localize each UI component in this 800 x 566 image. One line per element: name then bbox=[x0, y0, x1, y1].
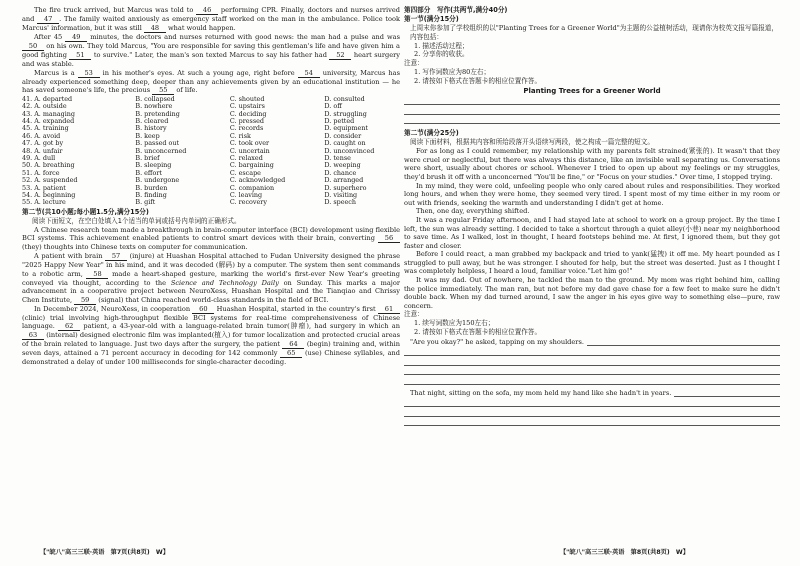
text: 上周末你参加了学校组织的以"Planting Trees for a Greener World"为主题的公益植树活动，现请你为校英文报写篇报道，内容包括： bbox=[410, 24, 778, 41]
blank-49: 49 bbox=[65, 34, 87, 42]
option-cell: B. unconcerned bbox=[135, 146, 187, 155]
option-cell: D. consider bbox=[324, 131, 362, 140]
text: (injure) at Huashan Hospital attached to Fudan University designed the phrase "2025 Happy New Year" in his mind, and it was decoded (解码) by a computer. The system then sent commands to a robotic arm, bbox=[22, 252, 400, 278]
option-cell: C. relaxed bbox=[229, 154, 263, 163]
option-cell: C. upstairs bbox=[229, 102, 265, 111]
text: on Sunday. This marks a major advancement in a cooperative project between NeuroXess, Huashan Hospital and the Tianqiao and Chrissy Chen Institute, bbox=[22, 278, 400, 304]
continuation-instruction bbox=[404, 138, 780, 147]
text: 阅读下面材料，根据其内容和所给段落开头语续写两段，使之构成一篇完整的短文。 bbox=[410, 138, 654, 147]
option-cell: 43. A. managing bbox=[22, 109, 76, 118]
page-8-footer: 【"皖八"高三三联·英语 第8页(共8页) W】 bbox=[560, 549, 689, 556]
answer-line bbox=[404, 346, 780, 356]
option-cell: D. unconvinced bbox=[324, 146, 375, 155]
option-cell: 53. A. patient bbox=[22, 183, 66, 192]
cloze-options-table bbox=[22, 96, 400, 207]
option-cell: 49. A. dull bbox=[22, 154, 56, 163]
text: Huashan Hospital, started in the country's first bbox=[214, 304, 378, 313]
blank-54: 54 bbox=[298, 70, 320, 78]
prompt-point-2 bbox=[404, 50, 780, 59]
text: of life. bbox=[174, 86, 198, 95]
blank-61: 61 bbox=[378, 306, 400, 314]
text: 第二节(共10小题;每小题1.5分,满分15分) bbox=[22, 207, 149, 216]
story-paragraph-1: For as long as I could remember, my relationship with my parents felt strained(紧张的). It wasn't that they were cruel or neglectful, but there was always this distance, like an invisible wall separating us. Conversations were short, usually about chores or school. Whenever I tried to open up about my feelings or my struggles, they'd brush it off with a unconcerned "You'll be fine," or "Focus on your studies." Over time, I stopped trying. bbox=[404, 147, 780, 181]
option-cell: C. bargaining bbox=[229, 161, 274, 170]
blank-56: 56 bbox=[378, 235, 400, 243]
option-cell: D. petted bbox=[324, 117, 355, 125]
option-cell: C. pressed bbox=[229, 117, 264, 125]
cloze-paragraph-1 bbox=[22, 6, 400, 33]
answer-line bbox=[404, 356, 780, 366]
option-cell: D. chance bbox=[324, 168, 357, 177]
cloze-paragraph-2 bbox=[22, 33, 400, 69]
option-cell: C. took over bbox=[229, 139, 270, 148]
option-cell: 41. A. departed bbox=[22, 94, 73, 103]
option-cell: 48. A. unfair bbox=[22, 146, 63, 155]
part-4-heading bbox=[404, 6, 780, 15]
option-cell: C. deciding bbox=[229, 109, 267, 118]
option-cell: C. shouted bbox=[229, 94, 265, 103]
option-cell: B. finding bbox=[135, 191, 167, 200]
blank-53: 53 bbox=[78, 70, 100, 78]
text: After 45 bbox=[34, 33, 66, 41]
text: made a heart-shaped gesture, marking the world's first-ever New Year's greeting conveyed via thought, according to the bbox=[22, 269, 400, 287]
story-paragraph-5: Before I could react, a man grabbed my backpack and tried to yank(猛拽) it off me. My heart pounded as I struggled to pull away, but he was stronger. I shouted for help, but the street was deserted. Just as I thought I was completely helpless, I heard a loud, familiar voice."Let him go!" bbox=[404, 250, 780, 276]
blank-47: 47 bbox=[37, 16, 59, 24]
answer-line bbox=[404, 417, 780, 427]
text: Marcus is a bbox=[34, 68, 78, 77]
answer-line bbox=[404, 115, 780, 125]
text: 2. 分享你的收获。 bbox=[414, 50, 469, 59]
option-cell: C. companion bbox=[229, 183, 275, 192]
essay-title bbox=[404, 86, 780, 96]
note-1 bbox=[404, 319, 780, 328]
page-8-column bbox=[404, 0, 780, 566]
blank-62: 62 bbox=[58, 323, 80, 331]
option-cell: B. sleeping bbox=[135, 161, 172, 170]
option-cell: 45. A. training bbox=[22, 124, 69, 133]
cloze-paragraph-3 bbox=[22, 69, 400, 96]
blank-55: 55 bbox=[152, 87, 174, 95]
section-2-heading bbox=[404, 129, 780, 138]
blank-51: 51 bbox=[69, 52, 91, 60]
text: what would happen. bbox=[165, 24, 236, 32]
text: (they) thoughts into Chinese texts on computer for communication. bbox=[22, 243, 248, 252]
option-cell: C. risk bbox=[229, 131, 251, 140]
option-cell: 50. A. breathing bbox=[22, 161, 75, 170]
newspaper-name: Science and Technology Daily bbox=[170, 278, 279, 287]
answer-line bbox=[404, 366, 780, 376]
option-cell: C. leaving bbox=[229, 191, 263, 200]
story-paragraph-2: In my mind, they were cold, unfeeling people who only cared about rules and responsibilities. They worked long hours, and when they were home, they seemed very tired. I spent most of my time either in my room or out with friends, seeking the warmth and understanding I didn't get at home. bbox=[404, 181, 780, 207]
blank-48: 48 bbox=[144, 25, 166, 33]
option-row bbox=[22, 96, 400, 103]
blank-46: 46 bbox=[196, 7, 218, 15]
text: 2. 请按如下格式在答题卡的相应位置作答。 bbox=[414, 328, 542, 337]
text: 第一节(满分15分) bbox=[404, 15, 459, 23]
page-7-footer: 【"皖八"高三三联·英语 第7页(共8页) W】 bbox=[40, 549, 169, 556]
option-cell: D. superhero bbox=[324, 183, 367, 192]
option-cell: B. burden bbox=[135, 183, 168, 192]
blank-57: 57 bbox=[105, 253, 127, 261]
option-cell: C. recovery bbox=[229, 198, 267, 207]
answer-line bbox=[404, 407, 780, 417]
option-row bbox=[22, 199, 400, 206]
grammar-paragraph-3 bbox=[22, 305, 400, 367]
option-cell: D. equipment bbox=[324, 124, 368, 133]
paragraph-1-lead-line bbox=[404, 337, 780, 347]
note-2 bbox=[404, 77, 780, 86]
note-2 bbox=[404, 328, 780, 337]
option-cell: B. passed out bbox=[135, 139, 180, 148]
text: 2. 请按如下格式在答题卡的相应位置作答。 bbox=[414, 76, 542, 85]
blank-50: 50 bbox=[22, 43, 44, 51]
answer-line bbox=[404, 96, 780, 106]
page-7-column bbox=[22, 0, 400, 566]
paragraph-2-lead: That night, sitting on the sofa, my mom held my hand like she hadn't in years. bbox=[410, 389, 672, 398]
option-cell: B. gift bbox=[135, 198, 156, 207]
option-cell: 55. A. lecture bbox=[22, 198, 66, 207]
text: performing CPR. Finally, doctors and nurses arrived and bbox=[22, 6, 400, 23]
option-cell: B. keep bbox=[135, 131, 160, 140]
option-cell: 51. A. force bbox=[22, 168, 60, 177]
blank-63: 63 bbox=[22, 332, 44, 340]
paragraph-1-lead: "Are you okay?" he asked, tapping on my shoulders. bbox=[410, 338, 584, 347]
option-cell: C. acknowledged bbox=[229, 176, 286, 185]
grammar-paragraph-2 bbox=[22, 252, 400, 305]
blank-52: 52 bbox=[329, 52, 351, 60]
text: 1. 描述活动过程； bbox=[414, 41, 469, 50]
option-cell: D. off bbox=[324, 102, 342, 111]
option-cell: D. weeping bbox=[324, 161, 361, 170]
option-cell: D. arranged bbox=[324, 176, 364, 185]
option-cell: B. nowhere bbox=[135, 102, 173, 111]
text: university, Marcus has already experienced something deep, deeper than any achievements given by an educational institution — he has saved someone's life, the precious bbox=[22, 68, 400, 95]
section-1-heading bbox=[404, 15, 780, 24]
option-cell: 54. A. beginning bbox=[22, 191, 76, 200]
writing-prompt bbox=[404, 24, 780, 42]
text: heart surgery and was stable. bbox=[22, 51, 400, 68]
option-cell: C. records bbox=[229, 124, 264, 133]
story-paragraph-3: Then, one day, everything shifted. bbox=[416, 207, 530, 216]
option-cell: 47. A. got by bbox=[22, 139, 64, 148]
option-cell: B. undergone bbox=[135, 176, 180, 185]
option-cell: B. pretending bbox=[135, 109, 180, 118]
text: to survive." Later, the man's son texted Marcus to say his father had bbox=[91, 51, 330, 59]
note-label bbox=[404, 59, 780, 68]
answer-line bbox=[404, 105, 780, 115]
option-cell: C. uncertain bbox=[229, 146, 270, 155]
blank-65: 65 bbox=[280, 350, 302, 358]
text: Planting Trees for a Greener World bbox=[523, 86, 661, 95]
option-cell: D. consulted bbox=[324, 94, 365, 103]
text: minutes, the doctors and nurses returned with good news: the man had a pulse and was bbox=[87, 33, 401, 41]
text: on his own. They told Marcus, "You are responsible for saving this gentleman's life and have given him a good fighting bbox=[22, 42, 400, 59]
option-cell: D. caught on bbox=[324, 139, 366, 148]
option-cell: 42. A. outside bbox=[22, 102, 67, 111]
option-cell: B. collapsed bbox=[135, 94, 175, 103]
blank-64: 64 bbox=[282, 341, 304, 349]
option-cell: D. visiting bbox=[324, 191, 358, 200]
text: (internal) designed electronic film was implanted(植入) for tumor localization and protected crucial areas of the brain related to language. Just two days after the surgery, the patient bbox=[22, 331, 400, 349]
text: (use) Chinese syllables, and demonstrated a delay of under 100 milliseconds for single-character decoding. bbox=[22, 349, 401, 367]
text: (begin) training and, within seven days, attained a 71 percent accuracy in decoding for 142 commonly bbox=[22, 340, 400, 358]
text: (clinic) trial involving high-throughput flexible BCI systems for real-time comprehensiveness of Chinese language. bbox=[22, 313, 400, 331]
answer-line bbox=[404, 397, 780, 407]
text: 注意： bbox=[404, 59, 424, 68]
text: in his mother's eyes. At such a young age, right before bbox=[99, 68, 298, 77]
option-cell: B. effort bbox=[135, 168, 162, 177]
option-cell: 44. A. expanded bbox=[22, 117, 75, 125]
option-cell: D. struggling bbox=[324, 109, 367, 118]
option-cell: D. speech bbox=[324, 198, 356, 207]
option-cell: 52. A. suspended bbox=[22, 176, 78, 185]
text: (signal) that China reached world-class standards in the field of BCI. bbox=[96, 295, 329, 304]
text: 1. 续写词数应为150左右； bbox=[414, 319, 495, 328]
blank-60: 60 bbox=[192, 306, 214, 314]
text: A patient with brain bbox=[34, 252, 106, 261]
option-cell: D. tense bbox=[324, 154, 351, 163]
answer-line bbox=[404, 375, 780, 385]
option-cell: B. history bbox=[135, 124, 167, 133]
blank-58: 58 bbox=[86, 271, 108, 279]
text: patient, a 43-year-old with a language-related brain tumor(肿瘤), had surgery in which an bbox=[80, 322, 400, 331]
section-2-instruction bbox=[22, 217, 400, 226]
blank-59: 59 bbox=[74, 297, 96, 305]
text: 阅读下面短文，在空白处填入1个适当的单词或括号内单词的正确形式。 bbox=[32, 216, 241, 225]
text: 第二节(满分25分) bbox=[404, 129, 459, 138]
text: 1. 写作词数应为80左右； bbox=[414, 67, 491, 76]
option-cell: B. brief bbox=[135, 154, 160, 163]
text: . The family waited anxiously as emergency staff worked on the man in the ambulance. Police took Marcus' information, but it was still bbox=[22, 15, 400, 32]
option-cell: 46. A. avoid bbox=[22, 131, 61, 140]
story-paragraph-6: It was my dad. Out of nowhere, he tackled the man to the ground. My mom was right behind him, calling the police immediately. The man ran, but not before my dad gave chase for a few feet to make sure he didn't double back. When my dad turned around, I saw the anger in his eyes give way to something else—pure, raw concern. bbox=[404, 276, 780, 310]
option-cell: C. escape bbox=[229, 168, 261, 177]
text: In December 2024, NeuroXess, in cooperation bbox=[34, 304, 193, 313]
text: 第四部分 写作(共两节,满分40分) bbox=[404, 6, 508, 14]
text: 注意： bbox=[404, 310, 424, 319]
text: A Chinese research team made a breakthrough in brain-computer interface (BCI) development using flexible BCI systems. This achievement enabled patients to control smart devices with their brain, converting bbox=[22, 225, 400, 243]
paragraph-2-lead-line bbox=[404, 388, 780, 398]
grammar-paragraph-1 bbox=[22, 226, 400, 252]
section-2-heading bbox=[22, 208, 400, 217]
story-paragraph-4: It was a regular Friday afternoon, and I had stayed late at school to work on a group project. By the time I left, the sun was already setting. I decided to take a shortcut through a quiet alley(小巷) near my neighborhood to save time. As I walked, lost in thought, I heard footsteps behind me. At first, I ignored them, but they got faster and closer. bbox=[404, 215, 780, 250]
note-label bbox=[404, 310, 780, 319]
note-1 bbox=[404, 68, 780, 77]
option-cell: B. cleared bbox=[135, 117, 169, 125]
text: The fire truck arrived, but Marcus was told to bbox=[34, 6, 197, 14]
